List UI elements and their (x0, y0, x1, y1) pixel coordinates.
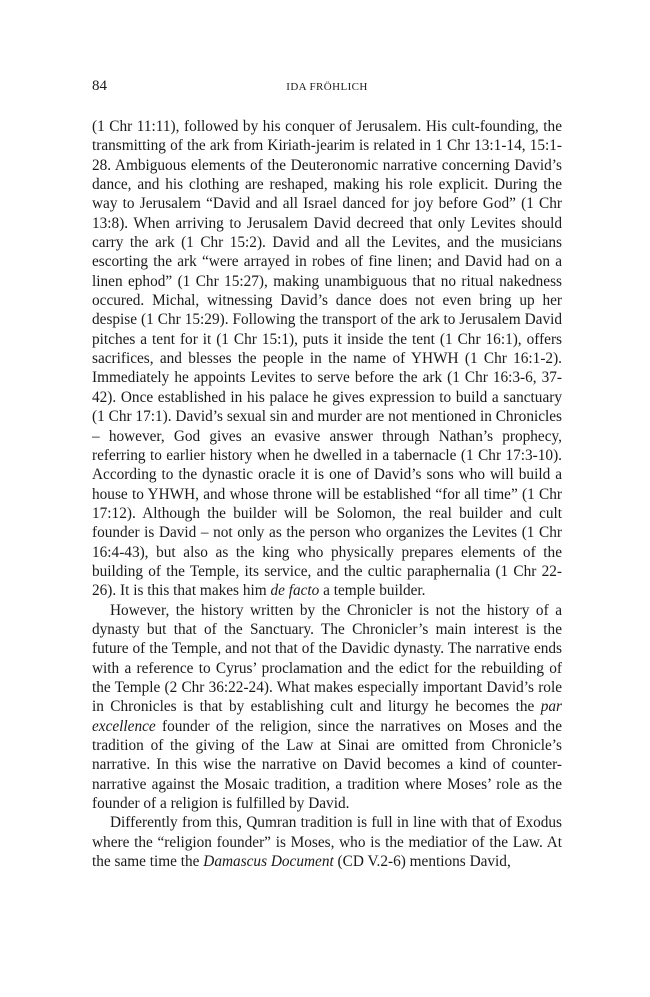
text-segment: (CD V.2-6) mentions David, (333, 853, 511, 871)
text-segment: founder of the religion, since the narratives on Moses and the tradition of the giving of the Law at Sinai are omitted from Chronicle’s narrative. In this wise the narrative on David becomes a kind of counter-narrative against the Mosaic tradition, a tradition where Moses’ role as the founder of a religion is fulfilled by David. (92, 717, 562, 813)
page-number: 84 (92, 78, 107, 94)
paragraph-3 (92, 813, 562, 871)
text-segment: However, the history written by the Chronicler is not the history of a dynasty but that of the Sanctuary. The Chronicler’s main interest is the future of the Temple, and not that of the Davidic dynasty. The narrative ends with a reference to Cyrus’ proclamation and the edict for the rebuilding of the Temple (2 Chr 36:22-24). What makes especially important David’s role in Chronicles is that by establishing cult and liturgy he becomes the (92, 601, 562, 716)
paragraph-1 (92, 117, 562, 601)
text-segment: (1 Chr 11:11), followed by his conquer of Jerusalem. His cult-founding, the transmitting of the ark from Kiriath-jearim is related in 1 Chr 13:1-14, 15:1-28. Ambiguous elements of the Deuteronomic narrative concerning David’s dance, and his clothing are reshaped, making his role explicit. During the way to Jerusalem “David and all Israel danced for joy before God” (1 Chr 13:8). When arriving to Jerusalem David decreed that only Levites should carry the ark (1 Chr 15:2). David and all the Levites, and the musicians escorting the ark “were arrayed in robes of fine linen; and David had on a linen ephod” (1 Chr 15:27), making unambiguous that no ritual nakedness occured. Michal, witnessing David’s dance does not even bring up her despise (1 Chr 15:29). Following the transport of the ark to Jerusalem David pitches a tent for it (1 Chr 15:1), puts it inside the tent (1 Chr 16:1), offers sacrifices, and blesses the people in the name of YHWH (1 Chr 16:1-2). Immediately he appoints Levites to serve before the ark (1 Chr 16:3-6, 37-42). Once established in his palace he gives expression to build a sanctuary (1 Chr 17:1). David’s sexual sin and murder are not mentioned in Chronicles – however, God gives an evasive answer through Nathan’s prophecy, referring to earlier history when he dwelled in a tabernacle (1 Chr 17:3-10). According to the dynastic oracle it is one of David’s sons who will build a house to YHWH, and whose throne will be established “for all time” (1 Chr 17:12). Although the builder will be Solomon, the real builder and cult founder is David – not only as the person who organizes the Levites (1 Chr 16:4-43), but also as the king who physically prepares elements of the building of the Temple, its service, and the cultic paraphernalia (1 Chr 22-26). It is this that makes him (92, 118, 562, 600)
paragraph-2 (92, 601, 562, 814)
body-text (92, 117, 562, 871)
text-segment: Differently from this, Qumran tradition is full in line with that of Exodus where the “religion founder” is Moses, who is the mediatior of the Law. At the same time the (92, 814, 562, 871)
italic-term: par excellence (92, 698, 562, 735)
italic-term: de facto (270, 582, 320, 600)
running-head: IDA FRÖHLICH (286, 81, 368, 93)
italic-title: Damascus Document (203, 853, 334, 871)
text-segment: a temple builder. (319, 582, 426, 600)
